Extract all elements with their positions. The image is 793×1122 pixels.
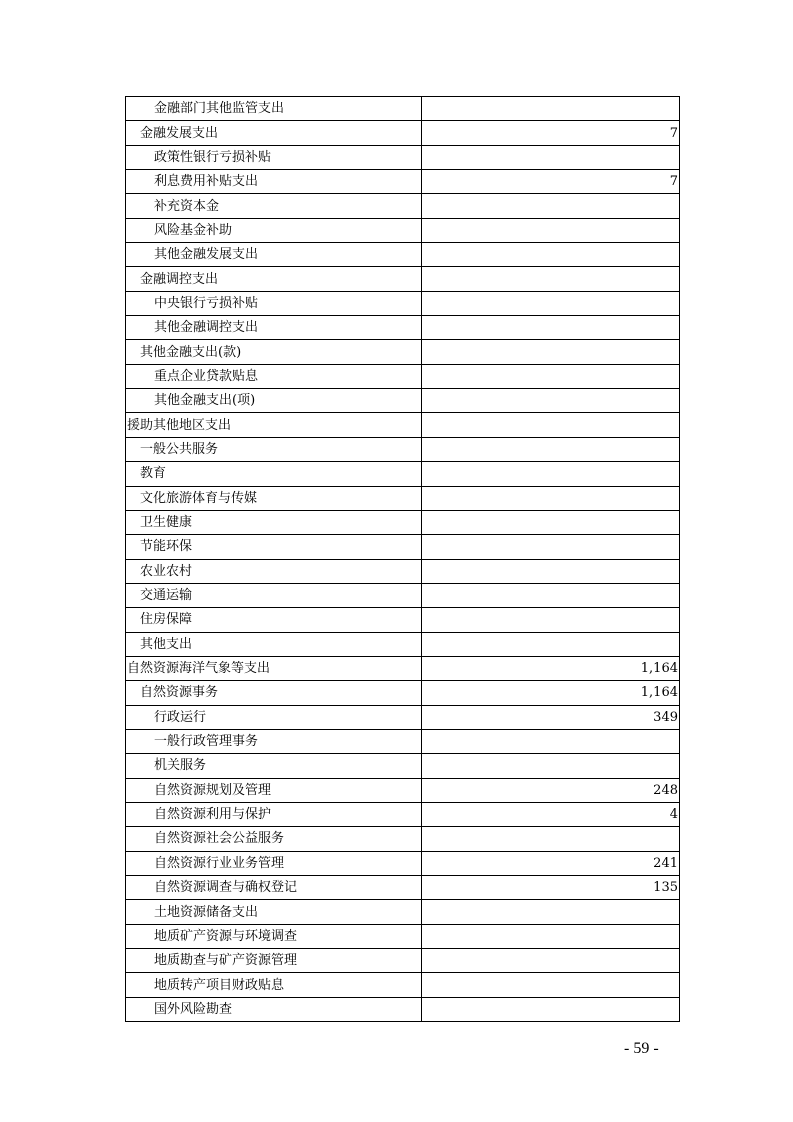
row-amount [422,486,680,510]
row-amount [422,413,680,437]
row-item-name: 利息费用补贴支出 [126,170,422,194]
row-item-name: 地质勘查与矿产资源管理 [126,949,422,973]
row-amount [422,827,680,851]
row-amount: 7 [422,121,680,145]
row-item-name: 政策性银行亏损补贴 [126,145,422,169]
table-row [126,316,680,340]
table-row [126,413,680,437]
table-row [126,608,680,632]
row-amount: 7 [422,170,680,194]
row-item-name: 自然资源利用与保护 [126,802,422,826]
row-item-name: 农业农村 [126,559,422,583]
table-row [126,291,680,315]
row-amount: 1,164 [422,656,680,680]
table-row [126,364,680,388]
row-item-name: 自然资源海洋气象等支出 [126,656,422,680]
table-row [126,121,680,145]
table-row [126,900,680,924]
table-row [126,949,680,973]
row-item-name: 自然资源行业业务管理 [126,851,422,875]
table-row [126,97,680,121]
table-row [126,145,680,169]
table-row [126,267,680,291]
row-amount [422,973,680,997]
row-amount: 135 [422,876,680,900]
row-item-name: 金融发展支出 [126,121,422,145]
table-row [126,340,680,364]
table-row [126,559,680,583]
row-item-name: 其他支出 [126,632,422,656]
table-row [126,218,680,242]
table-row [126,802,680,826]
table-row [126,827,680,851]
row-item-name: 自然资源调查与确权登记 [126,876,422,900]
row-item-name: 中央银行亏损补贴 [126,291,422,315]
row-item-name: 教育 [126,462,422,486]
row-item-name: 国外风险勘查 [126,997,422,1021]
table-row [126,754,680,778]
table-row [126,194,680,218]
row-amount [422,437,680,461]
row-item-name: 行政运行 [126,705,422,729]
row-amount: 1,164 [422,681,680,705]
row-amount [422,316,680,340]
row-amount: 248 [422,778,680,802]
table-body [126,97,680,1022]
budget-expenditure-table [125,96,680,1022]
row-amount [422,583,680,607]
table-row [126,656,680,680]
row-amount [422,729,680,753]
row-amount [422,949,680,973]
table-row [126,437,680,461]
row-amount [422,559,680,583]
row-item-name: 一般公共服务 [126,437,422,461]
row-amount [422,194,680,218]
table-row [126,973,680,997]
row-item-name: 土地资源储备支出 [126,900,422,924]
row-amount: 241 [422,851,680,875]
row-amount [422,510,680,534]
row-item-name: 其他金融调控支出 [126,316,422,340]
row-item-name: 其他金融发展支出 [126,243,422,267]
table-row [126,535,680,559]
table-row [126,243,680,267]
row-amount [422,389,680,413]
row-item-name: 风险基金补助 [126,218,422,242]
table-row [126,997,680,1021]
table-row [126,486,680,510]
row-item-name: 金融调控支出 [126,267,422,291]
row-amount [422,632,680,656]
row-amount [422,97,680,121]
row-amount [422,754,680,778]
row-item-name: 地质转产项目财政贴息 [126,973,422,997]
row-amount [422,145,680,169]
table-row [126,729,680,753]
row-amount: 349 [422,705,680,729]
row-item-name: 一般行政管理事务 [126,729,422,753]
row-item-name: 重点企业贷款贴息 [126,364,422,388]
row-item-name: 其他金融支出(款) [126,340,422,364]
row-item-name: 援助其他地区支出 [126,413,422,437]
row-item-name: 机关服务 [126,754,422,778]
row-amount [422,900,680,924]
row-amount [422,218,680,242]
row-item-name: 卫生健康 [126,510,422,534]
table-row [126,462,680,486]
row-item-name: 金融部门其他监管支出 [126,97,422,121]
row-item-name: 文化旅游体育与传媒 [126,486,422,510]
row-item-name: 自然资源社会公益服务 [126,827,422,851]
table-row [126,851,680,875]
table-row [126,389,680,413]
row-amount [422,462,680,486]
row-item-name: 自然资源事务 [126,681,422,705]
row-amount [422,340,680,364]
row-item-name: 其他金融支出(项) [126,389,422,413]
row-amount [422,291,680,315]
row-item-name: 住房保障 [126,608,422,632]
row-amount [422,535,680,559]
table-row [126,510,680,534]
row-amount [422,608,680,632]
table-row [126,632,680,656]
row-amount [422,997,680,1021]
row-item-name: 节能环保 [126,535,422,559]
table-row [126,778,680,802]
row-item-name: 地质矿产资源与环境调查 [126,924,422,948]
table-row [126,924,680,948]
page-number: - 59 - [624,1040,659,1057]
row-amount [422,267,680,291]
row-amount [422,924,680,948]
row-amount [422,243,680,267]
row-item-name: 交通运输 [126,583,422,607]
row-item-name: 补充资本金 [126,194,422,218]
table-row [126,876,680,900]
row-item-name: 自然资源规划及管理 [126,778,422,802]
table-row [126,170,680,194]
table-row [126,705,680,729]
row-amount: 4 [422,802,680,826]
row-amount [422,364,680,388]
table-row [126,681,680,705]
table-row [126,583,680,607]
